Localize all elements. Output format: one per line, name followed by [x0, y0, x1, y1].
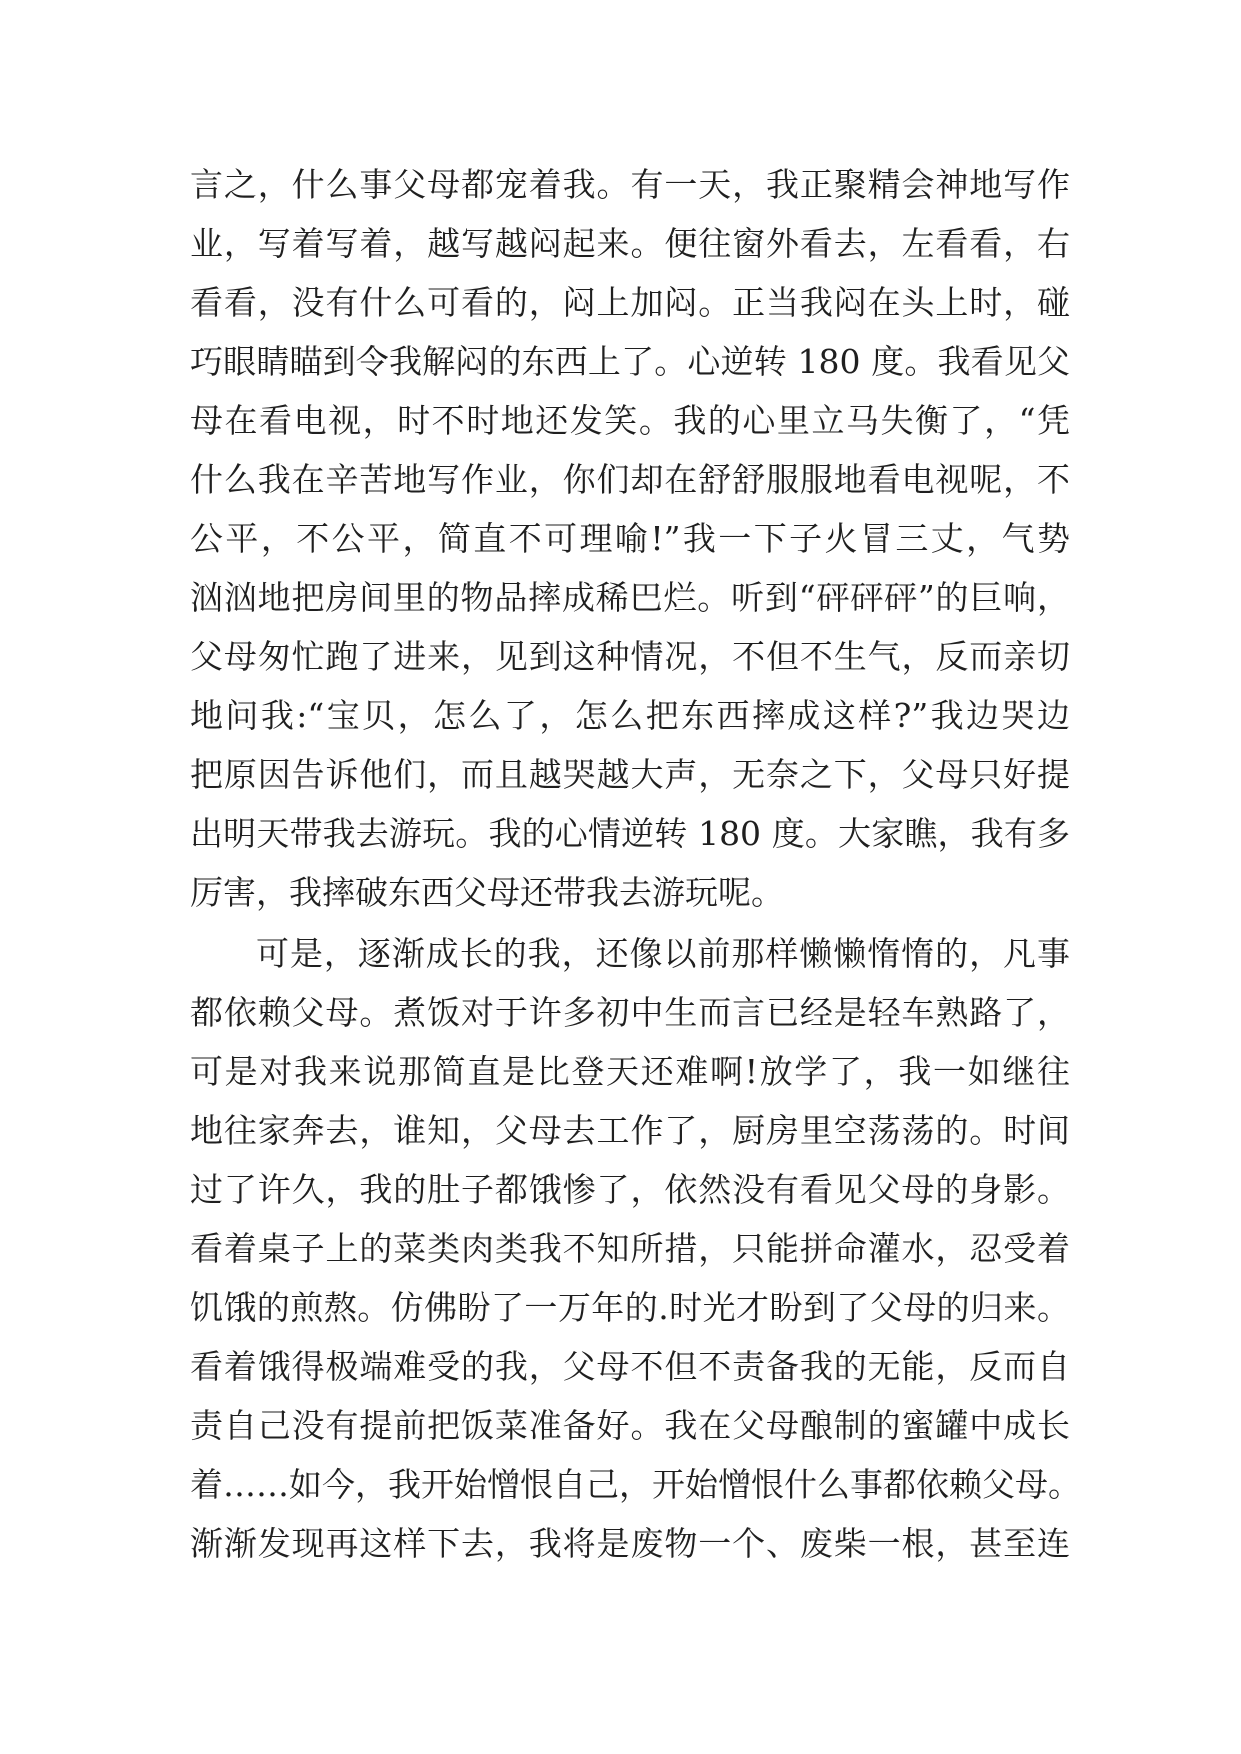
text-line: 把原因告诉他们，而且越哭越大声，无奈之下，父母只好提: [190, 755, 1070, 794]
text-line: 母在看电视，时不时地还发笑。我的心里立马失衡了，“凭: [190, 401, 1070, 440]
text-line: 公平，不公平，简直不可理喻!”我一下子火冒三丈，气势: [190, 519, 1070, 558]
text-line: 业，写着写着，越写越闷起来。便往窗外看去，左看看，右: [190, 224, 1070, 263]
text-line: 看着桌子上的菜类肉类我不知所措，只能拼命灌水，忍受着: [190, 1229, 1070, 1268]
text-line: 地往家奔去，谁知，父母去工作了，厨房里空荡荡的。时间: [190, 1111, 1070, 1150]
text-line: 都依赖父母。煮饭对于许多初中生而言已经是轻车熟路了，: [190, 993, 1070, 1032]
text-line: 可是，逐渐成长的我，还像以前那样懒懒惰惰的，凡事: [256, 934, 1070, 973]
text-line: 看看，没有什么可看的，闷上加闷。正当我闷在头上时，碰: [190, 283, 1070, 322]
text-line: 饥饿的煎熬。仿佛盼了一万年的.时光才盼到了父母的归来。: [190, 1288, 1070, 1327]
text-line: 出明天带我去游玩。我的心情逆转 180 度。大家瞧，我有多: [190, 814, 1070, 853]
document-body: [190, 155, 1081, 1573]
text-line: 巧眼睛瞄到令我解闷的东西上了。心逆转 180 度。我看见父: [190, 342, 1070, 381]
text-line: 什么我在辛苦地写作业，你们却在舒舒服服地看电视呢，不: [190, 460, 1070, 499]
text-line: 厉害，我摔破东西父母还带我去游玩呢。: [190, 873, 784, 912]
text-line: 汹汹地把房间里的物品摔成稀巴烂。听到“砰砰砰”的巨响，: [190, 578, 1070, 617]
text-line: 渐渐发现再这样下去，我将是废物一个、废柴一根，甚至连: [190, 1524, 1070, 1563]
paragraph-2: [190, 924, 1081, 1573]
text-line: 责自己没有提前把饭菜准备好。我在父母酿制的蜜罐中成长: [190, 1406, 1070, 1445]
paragraph-1: [190, 155, 1070, 922]
text-line: 地问我:“宝贝，怎么了，怎么把东西摔成这样?”我边哭边: [190, 696, 1070, 735]
text-line: 父母匆忙跑了进来，见到这种情况，不但不生气，反而亲切: [190, 637, 1070, 676]
text-line: 看着饿得极端难受的我，父母不但不责备我的无能，反而自: [190, 1347, 1070, 1386]
text-line: 着……如今，我开始憎恨自己，开始憎恨什么事都依赖父母。: [190, 1465, 1081, 1504]
text-line: 过了许久，我的肚子都饿惨了，依然没有看见父母的身影。: [190, 1170, 1070, 1209]
text-line: 言之，什么事父母都宠着我。有一天，我正聚精会神地写作: [190, 165, 1070, 204]
text-line: 可是对我来说那简直是比登天还难啊!放学了，我一如继往: [190, 1052, 1070, 1091]
